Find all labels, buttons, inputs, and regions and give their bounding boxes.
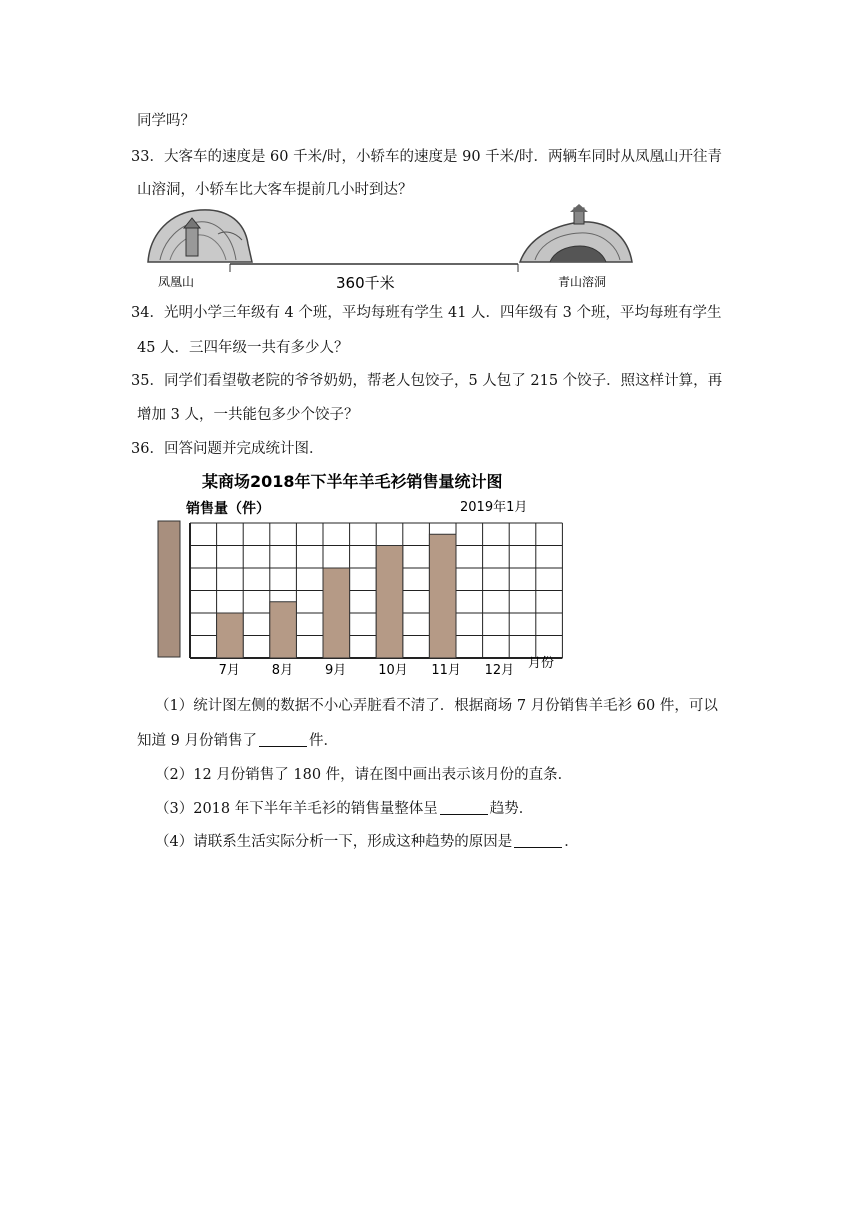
q36-sub1-text-b: 件．	[308, 733, 338, 749]
q36-sub4-text-a: （4）请联系生活实际分析一下，形成这种趋势的原因是	[155, 834, 513, 850]
right-place-label: 青山溶洞	[558, 275, 607, 289]
chart-ylabel: 销售量（件）	[186, 501, 270, 517]
sales-bar-chart	[150, 465, 590, 677]
bar-11	[429, 534, 456, 658]
smudged-axis-area	[158, 521, 180, 657]
q35-line2: 增加 3 人，一共能包多少个饺子？	[137, 407, 359, 423]
x-tick-label: 10月	[378, 663, 408, 677]
q36-line1: 36．回答问题并完成统计图．	[131, 441, 324, 457]
q36-sub3	[155, 799, 533, 819]
q36-sub1-line1: （1）统计图左侧的数据不小心弄脏看不清了．根据商场 7 月份销售羊毛衫 60 件，可以	[155, 698, 718, 714]
q36-sub2: （2）12 月份销售了 180 件，请在图中画出表示该月份的直条．	[155, 767, 573, 783]
left-place-label: 凤凰山	[158, 275, 195, 289]
chart-xticks	[219, 663, 515, 677]
fenghuang-mountain-icon	[148, 210, 252, 262]
q36-sub1-text-a: 知道 9 月份销售了	[137, 733, 257, 749]
bar-9	[323, 568, 350, 658]
q34-line1: 34．光明小学三年级有 4 个班，平均每班有学生 41 人．四年级有 3 个班，平均每班有学生	[131, 305, 722, 321]
q33-line1: 33．大客车的速度是 60 千米/时，小轿车的速度是 90 千米/时．两辆车同时从凤凰山开往青	[131, 149, 723, 165]
x-tick-label: 11月	[431, 663, 461, 677]
q36-sub3-text-b: 趋势．	[489, 801, 534, 817]
q33-line2: 山溶洞，小轿车比大客车提前几小时到达？	[137, 182, 413, 198]
chart-xlabel: 月份	[528, 656, 555, 671]
q36-sub4-text-b: ．	[564, 834, 579, 850]
qingshan-cave-icon	[520, 204, 632, 262]
bar-7	[217, 613, 244, 658]
chart-title: 某商场2018年下半年羊毛衫销售量统计图	[202, 472, 503, 491]
x-tick-label: 7月	[218, 663, 240, 677]
q34-line2: 45 人．三四年级一共有多少人？	[137, 340, 349, 356]
q36-sub4	[155, 832, 579, 852]
q36-sub1-line2	[137, 731, 338, 751]
answer-blank-1[interactable]	[259, 732, 307, 747]
q36-sub3-text-a: （3）2018 年下半年羊毛衫的销售量整体呈	[155, 801, 438, 817]
chart-date-note: 2019年1月	[460, 500, 528, 515]
continuation-text: 同学吗？	[137, 113, 195, 129]
answer-blank-2[interactable]	[440, 800, 488, 815]
x-tick-label: 8月	[271, 663, 294, 677]
x-tick-label: 12月	[484, 663, 515, 677]
answer-blank-3[interactable]	[514, 833, 562, 848]
chart-bars	[217, 534, 456, 658]
bar-10	[376, 546, 403, 659]
q35-line1: 35．同学们看望敬老院的爷爷奶奶，帮老人包饺子，5 人包了 215 个饺子．照这样计算，再	[131, 373, 723, 389]
x-tick-label: 9月	[325, 663, 347, 677]
bar-8	[270, 602, 297, 658]
mountain-cave-figure	[140, 204, 730, 292]
distance-label: 360千米	[336, 274, 395, 292]
